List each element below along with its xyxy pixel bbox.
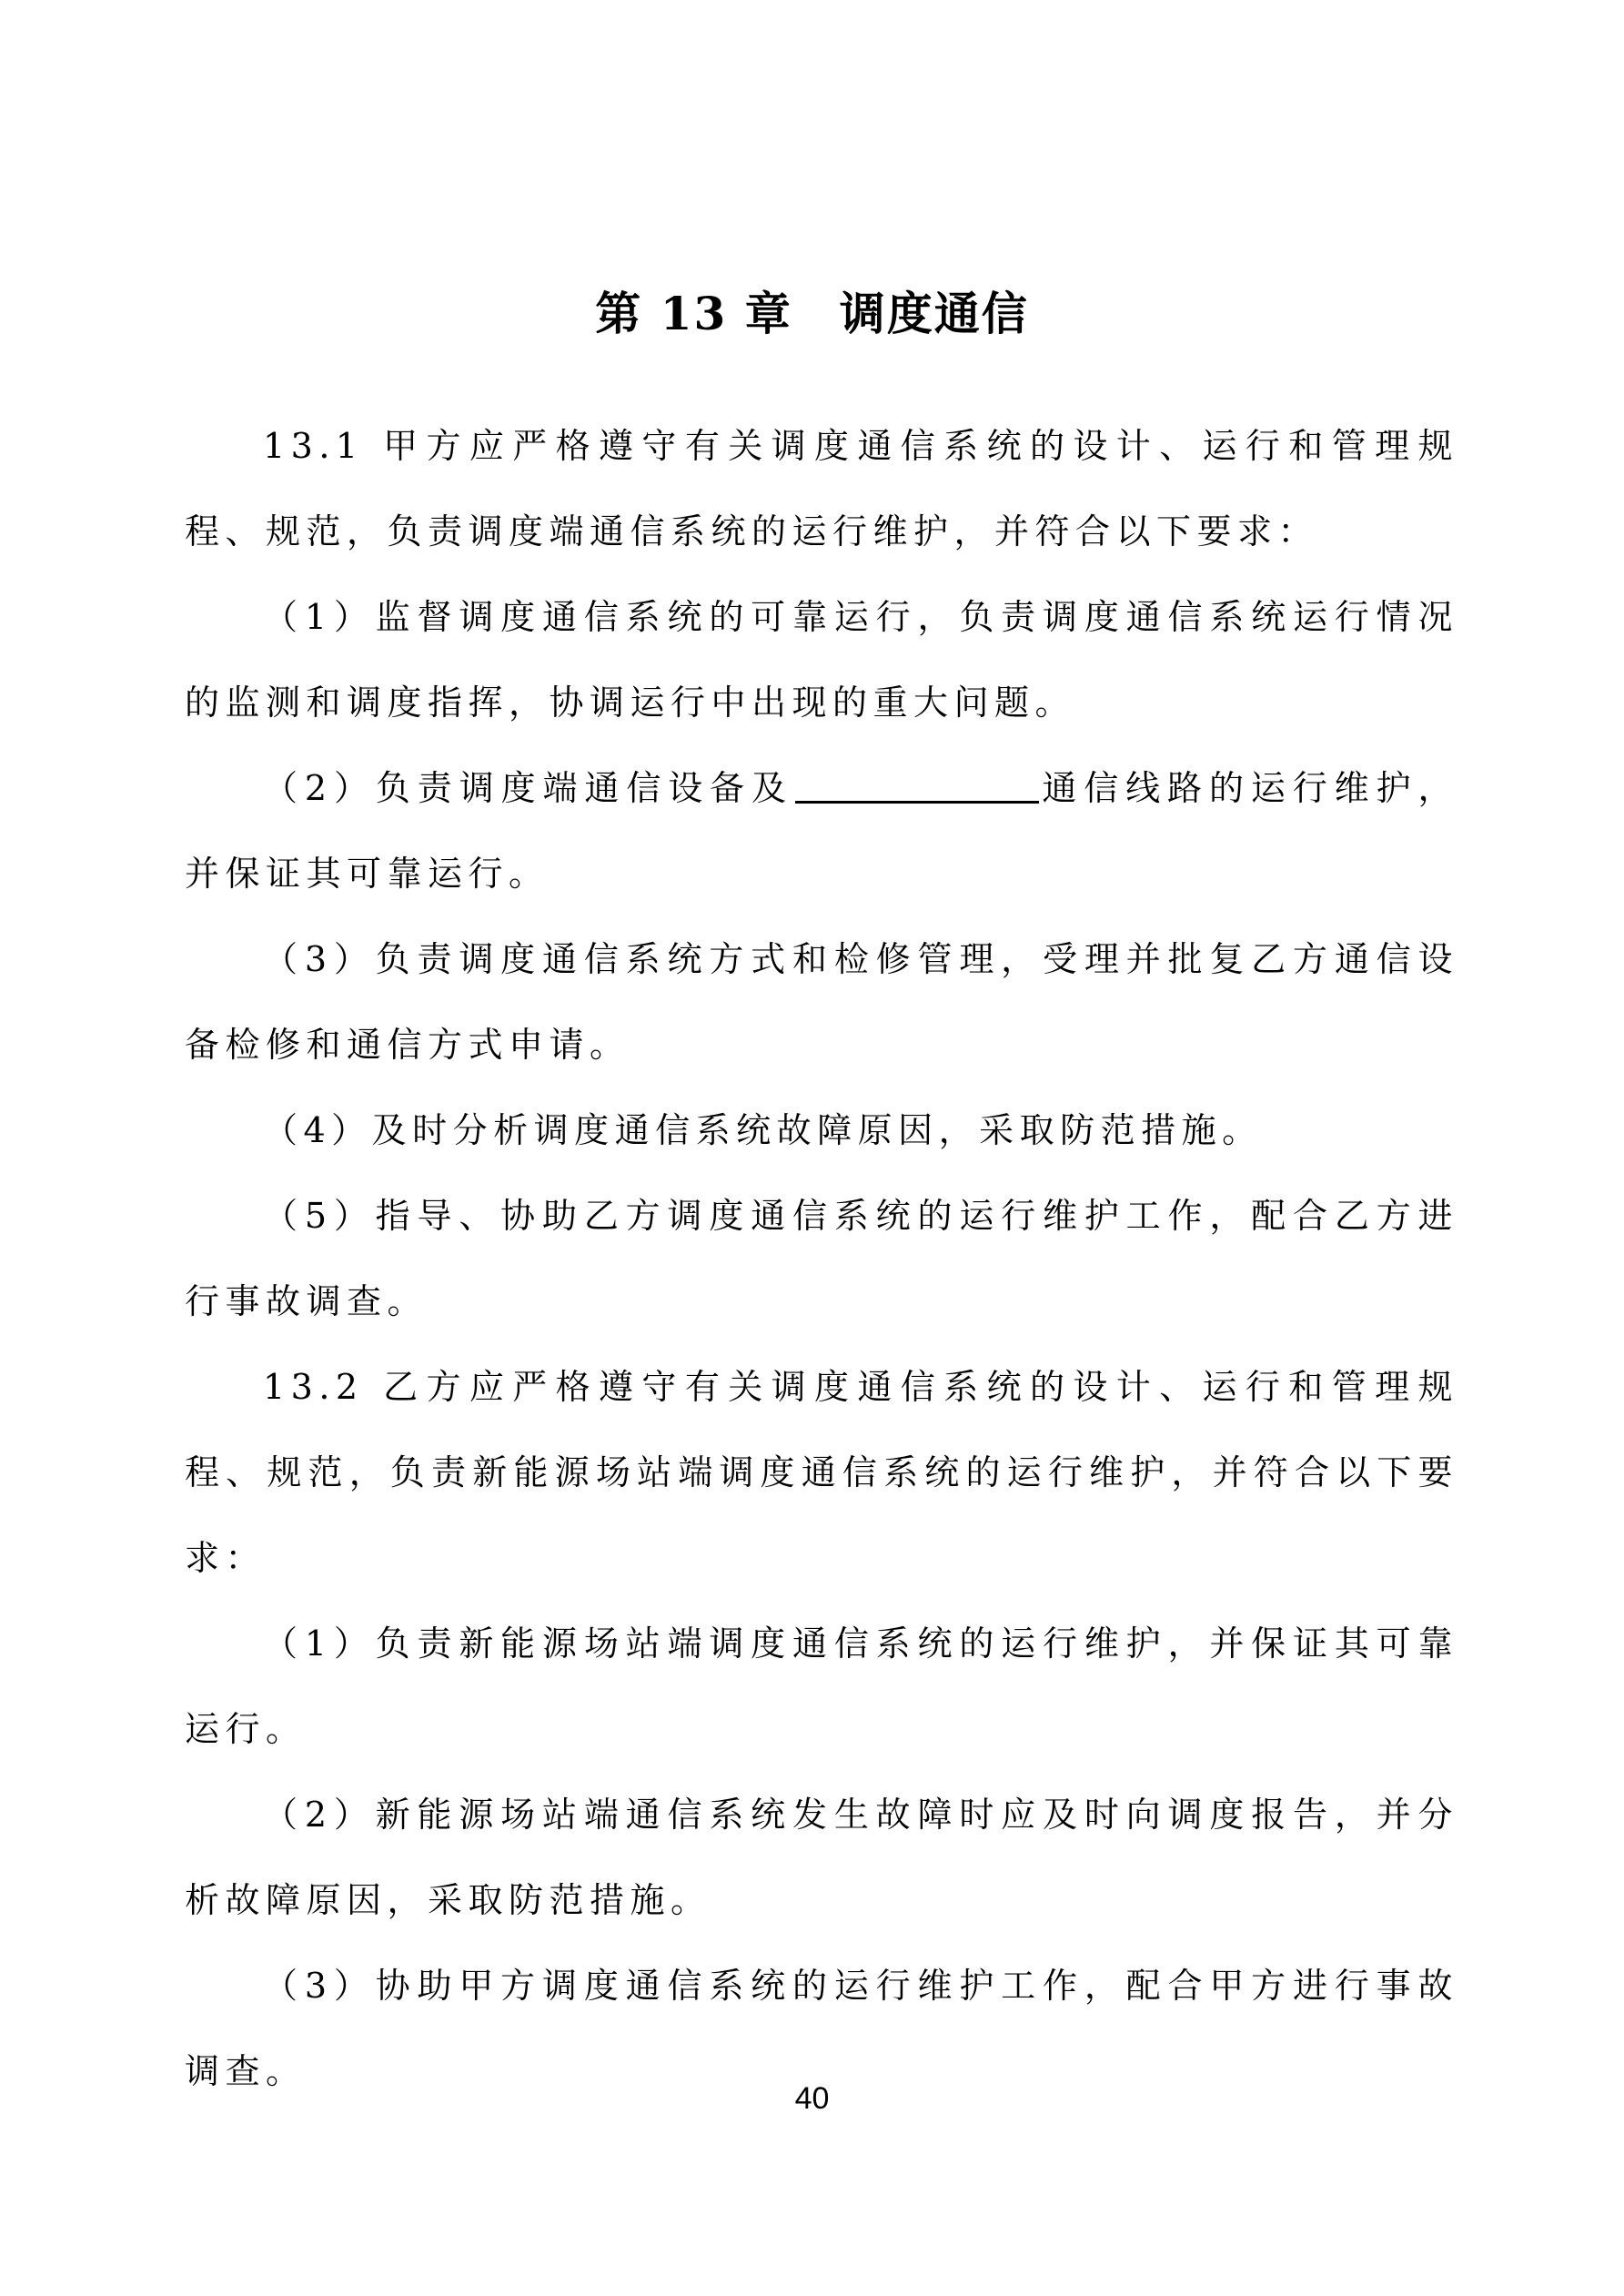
clause-text-before-blank: （2）负责调度端通信设备及 xyxy=(263,768,793,808)
clause-13-1-item-2 xyxy=(185,745,1458,916)
clause-13-2-item-3: （3）协助甲方调度通信系统的运行维护工作，配合甲方进行事故调查。 xyxy=(185,1966,1458,2091)
clause-13-2-item-2: （2）新能源场站端通信系统发生故障时应及时向调度报告，并分析故障原因，采取防范措施。 xyxy=(185,1795,1458,1920)
clause-13-1-item-1: （1）监督调度通信系统的可靠运行，负责调度通信系统运行情况的监测和调度指挥，协调运行中出现的重大问题。 xyxy=(185,597,1458,723)
clause-13-2: 13.2 乙方应严格遵守有关调度通信系统的设计、运行和管理规程、规范，负责新能源场站端调度通信系统的运行维护，并符合以下要求： xyxy=(185,1367,1458,1578)
clause-13-1-item-5: （5）指导、协助乙方调度通信系统的运行维护工作，配合乙方进行事故调查。 xyxy=(185,1196,1458,1321)
clause-13-2-item-1: （1）负责新能源场站端调度通信系统的运行维护，并保证其可靠运行。 xyxy=(185,1623,1458,1749)
chapter-title: 第 13 章 调度通信 xyxy=(595,287,1029,340)
clause-text-after-blank: 通信线路的运行维护，并保证其可靠运行。 xyxy=(185,768,1458,894)
page-number: 40 xyxy=(794,2081,830,2116)
clause-13-1-item-3: （3）负责调度通信系统方式和检修管理，受理并批复乙方通信设备检修和通信方式申请。 xyxy=(185,939,1458,1065)
chapter-body xyxy=(185,403,1458,2114)
clause-13-1: 13.1 甲方应严格遵守有关调度通信系统的设计、运行和管理规程、规范，负责调度端通信系统的运行维护，并符合以下要求： xyxy=(185,426,1458,551)
clause-13-1-item-4: （4）及时分析调度通信系统故障原因，采取防范措施。 xyxy=(263,1110,1263,1150)
fill-in-blank[interactable] xyxy=(795,764,1039,804)
